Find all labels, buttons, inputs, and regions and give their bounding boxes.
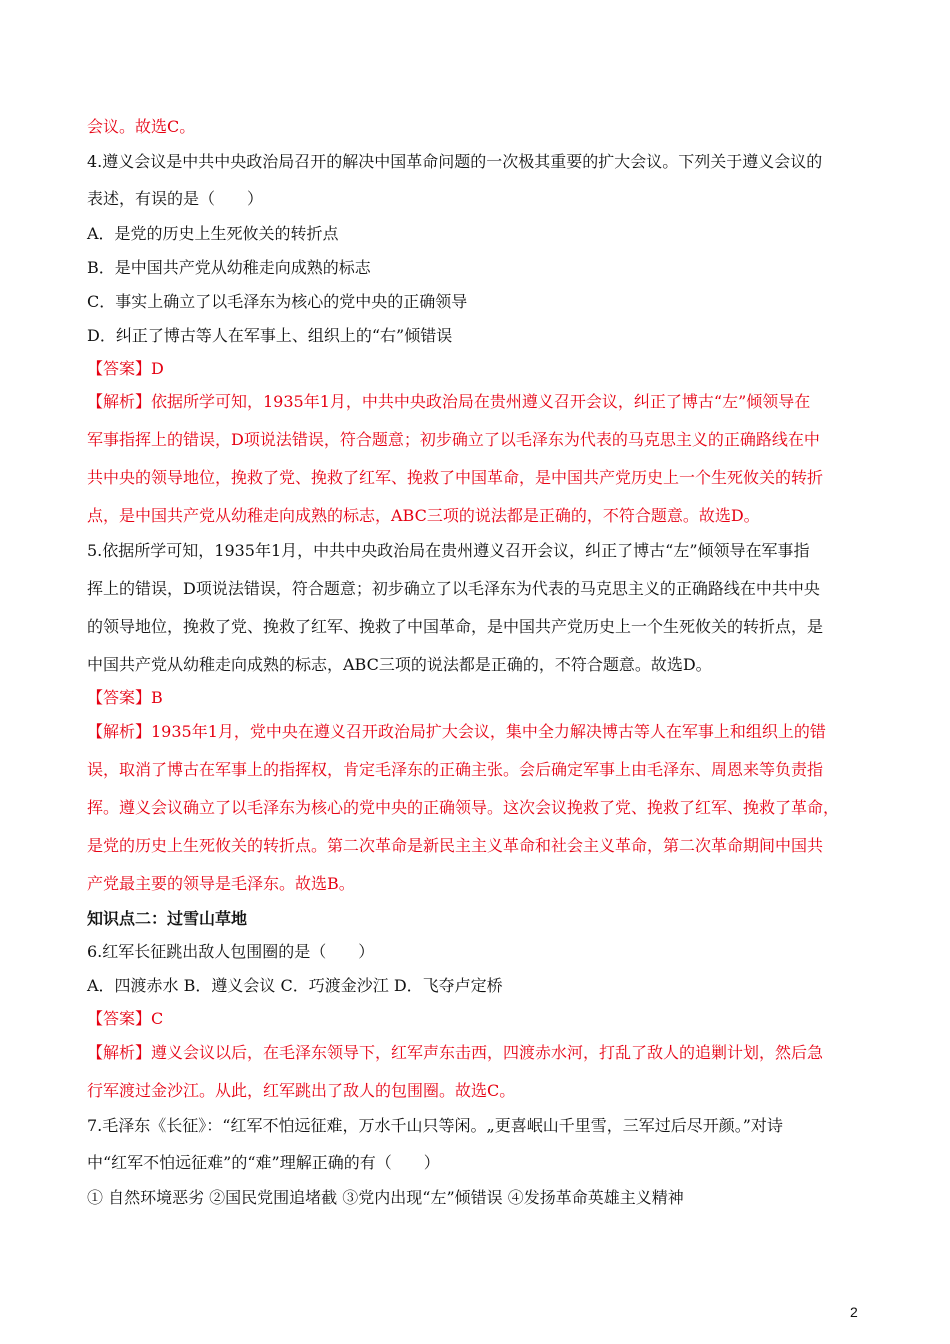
question-4-text: 4.遵义会议是中共中央政治局召开的解决中国革命问题的一次极其重要的扩大会议。下列关于遵义会议的 [87,152,823,171]
option-a: A．是党的历史上生死攸关的转折点 [87,224,339,243]
question-5-line-4: 中国共产党从幼稚走向成熟的标志，ABC三项的说法都是正确的，不符合题意。故选D。 [87,655,712,674]
question-5-line-2: 挥上的错误，D项说法错误，符合题意；初步确立了以毛泽东为代表的马克思主义的正确路线在中共中央 [87,579,820,598]
question-7-line-1: 7.毛泽东《长征》：“红军不怕远征难，万水千山只等闲。„更喜岷山千里雪，三军过后尽开颜。”对诗 [87,1116,783,1135]
analysis-4-line-3: 共中央的领导地位，挽救了党、挽救了红军、挽救了中国革命，是中国共产党历史上一个生死攸关的转折 [87,468,824,487]
question-6-options: A．四渡赤水 B．遵义会议 C．巧渡金沙江 D．飞夺卢定桥 [87,976,503,995]
analysis-6-line-1: 【解析】遵义会议以后，在毛泽东领导下，红军声东击西，四渡赤水河，打乱了敌人的追剿计划，然后急 [87,1043,824,1062]
option-b: B．是中国共产党从幼稚走向成熟的标志 [87,258,371,277]
answer-label-6: 【答案】C [87,1009,164,1028]
analysis-4-line-2: 军事指挥上的错误，D项说法错误，符合题意；初步确立了以毛泽东为代表的马克思主义的正确路线在中 [87,430,820,449]
analysis-5-line-4: 是党的历史上生死攸关的转折点。第二次革命是新民主主义革命和社会主义革命，第二次革命期间中国共 [87,836,824,855]
option-d: D．纠正了博古等人在军事上、组织上的“右”倾错误 [87,326,453,345]
question-6-text: 6.红军长征跳出敌人包围圈的是（ ） [87,942,375,961]
question-7-options: ① 自然环境恶劣 ②国民党围追堵截 ③党内出现“左”倾错误 ④发扬革命英雄主义精神 [87,1188,684,1207]
page-number: 2 [850,1304,858,1320]
answer-continuation: 会议。故选C。 [87,117,196,136]
analysis-5-line-2: 误，取消了博古在军事上的指挥权，肯定毛泽东的正确主张。会后确定军事上由毛泽东、周恩来等负责指 [87,760,824,779]
question-7-line-2: 中“红军不怕远征难”的“难”理解正确的有（ ） [87,1153,440,1172]
answer-label-4: 【答案】D [87,359,164,378]
question-4-text-cont: 表述，有误的是（ ） [87,189,264,208]
analysis-4-line-4: 点，是中国共产党从幼稚走向成熟的标志，ABC三项的说法都是正确的，不符合题意。故选D。 [87,506,760,525]
analysis-5-line-3: 挥。遵义会议确立了以毛泽东为核心的党中央的正确领导。这次会议挽救了党、挽救了红军、挽救了革命， [87,798,840,817]
analysis-5-line-5: 产党最主要的领导是毛泽东。故选B。 [87,874,355,893]
analysis-5-line-1: 【解析】1935年1月，党中央在遵义召开政治局扩大会议，集中全力解决博古等人在军事上和组织上的错 [87,722,826,741]
question-5-line-1: 5.依据所学可知，1935年1月，中共中央政治局在贵州遵义召开会议，纠正了博古“左”倾领导在军事指 [87,541,810,560]
analysis-6-line-2: 行军渡过金沙江。从此，红军跳出了敌人的包围圈。故选C。 [87,1081,516,1100]
section-heading: 知识点二：过雪山草地 [87,909,248,928]
analysis-4-line-1: 【解析】依据所学可知，1935年1月，中共中央政治局在贵州遵义召开会议，纠正了博古“左”倾领导在 [87,392,811,411]
option-c: C．事实上确立了以毛泽东为核心的党中央的正确领导 [87,292,468,311]
answer-label-5: 【答案】B [87,688,163,707]
question-5-line-3: 的领导地位，挽救了党、挽救了红军、挽救了中国革命，是中国共产党历史上一个生死攸关的转折点，是 [87,617,824,636]
